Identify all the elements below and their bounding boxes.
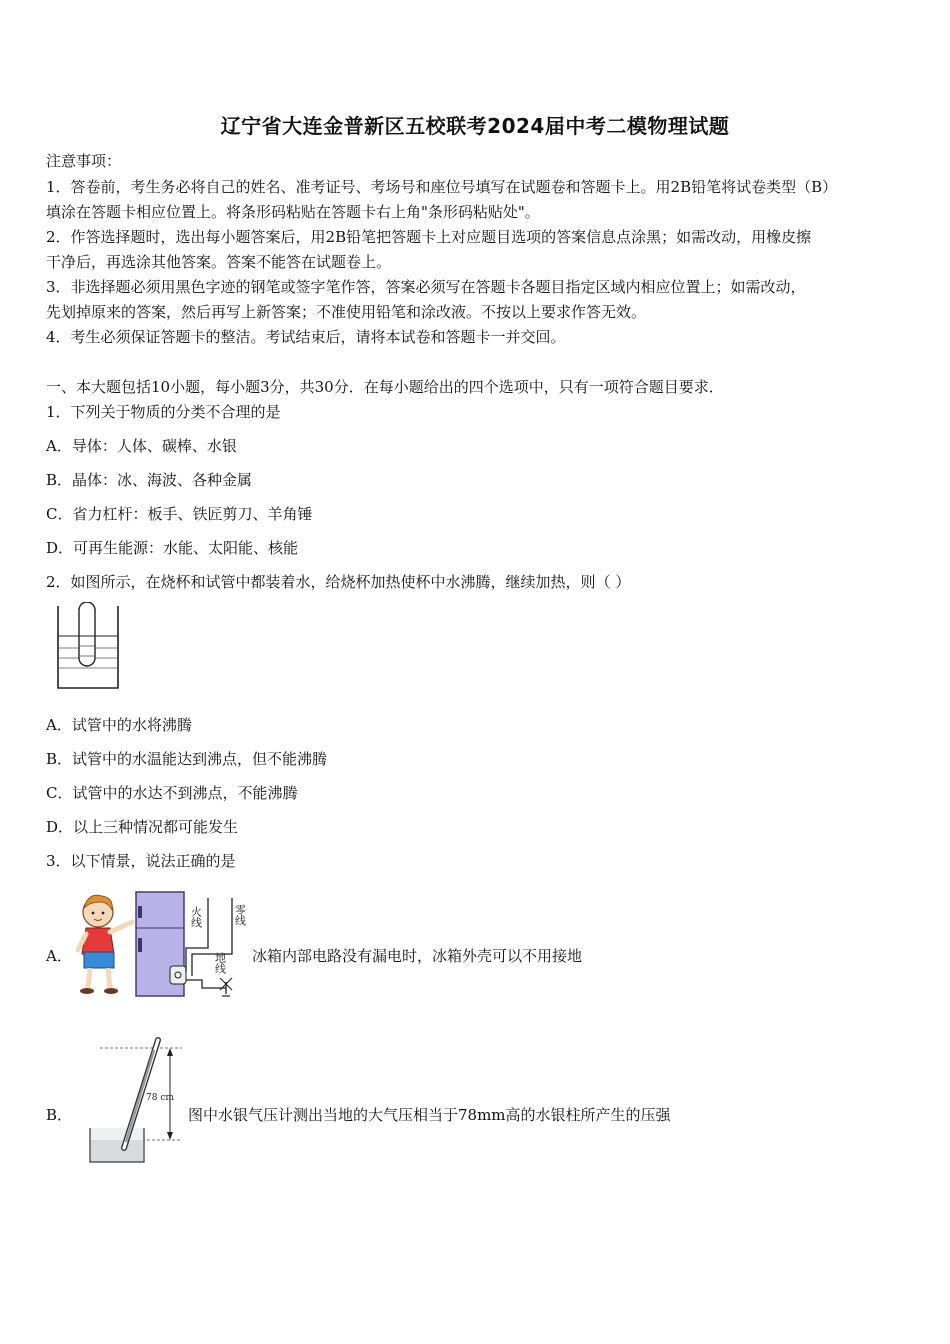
question-1-option-b: B．晶体：冰、海波、各种金属 (46, 471, 253, 489)
notice-line: 4．考生必须保证答题卡的整洁。考试结束后，请将本试卷和答题卡一并交回。 (46, 328, 566, 346)
ground-wire-label: 地线 (213, 952, 227, 974)
question-3-option-b-text: 图中水银气压计测出当地的大气压相当于78mm高的水银柱所产生的压强 (188, 1106, 671, 1124)
question-1-option-d: D．可再生能源：水能、太阳能、核能 (46, 539, 299, 557)
notice-line: 填涂在答题卡相应位置上。将条形码粘贴在答题卡右上角"条形码粘贴处"。 (46, 203, 540, 221)
question-3-option-a-text: 冰箱内部电路没有漏电时，冰箱外壳可以不用接地 (252, 947, 583, 965)
notice-line: 先划掉原来的答案，然后再写上新答案；不准使用铅笔和涂改液。不按以上要求作答无效。 (46, 303, 647, 321)
question-3-option-a-letter: A． (46, 947, 72, 965)
question-2-option-a: A．试管中的水将沸腾 (46, 716, 192, 734)
question-2-option-d: D．以上三种情况都可能发生 (46, 818, 239, 836)
question-2-stem: 2．如图所示，在烧杯和试管中都装着水，给烧杯加热使杯中水沸腾，继续加热，则（ ） (46, 573, 631, 591)
neutral-wire-label: 零线 (233, 904, 247, 926)
notice-heading: 注意事项： (46, 152, 122, 170)
notice-line: 2．作答选择题时，选出每小题答案后，用2B铅笔把答题卡上对应题目选项的答案信息点涂黑；如需改动，用橡皮擦 (46, 228, 812, 246)
question-2-option-c: C．试管中的水达不到沸点，不能沸腾 (46, 784, 298, 802)
notice-line: 3．非选择题必须用黑色字迹的钢笔或签字笔作答，答案必须写在答题卡各题目指定区域内相应位置上；如需改动， (46, 278, 806, 296)
question-1-stem: 1．下列关于物质的分类不合理的是 (46, 403, 281, 421)
question-1-option-a: A．导体：人体、碳棒、水银 (46, 437, 237, 455)
height-label: 78 cm (146, 1093, 174, 1103)
exam-title: 辽宁省大连金普新区五校联考2024届中考二模物理试题 (220, 114, 730, 138)
question-3-stem: 3．以下情景，说法正确的是 (46, 852, 236, 870)
question-2-option-b: B．试管中的水温能达到沸点，但不能沸腾 (46, 750, 328, 768)
beaker-test-tube-figure (52, 602, 124, 692)
barometer-figure (82, 1036, 188, 1168)
section-heading: 一、本大题包括10小题，每小题3分，共30分．在每小题给出的四个选项中，只有一项符合题目要求． (46, 378, 724, 396)
live-wire-label: 火线 (189, 906, 203, 928)
notice-line: 干净后，再选涂其他答案。答案不能答在试题卷上。 (46, 253, 392, 271)
notice-line: 1．答卷前，考生务必将自己的姓名、准考证号、考场号和座位号填写在试题卷和答题卡上。用2B铅笔将试卷类型（B） (46, 178, 838, 196)
question-3-option-b-letter: B． (46, 1106, 73, 1124)
fridge-grounding-figure (74, 888, 250, 1000)
question-1-option-c: C．省力杠杆：板手、铁匠剪刀、羊角锤 (46, 505, 313, 523)
